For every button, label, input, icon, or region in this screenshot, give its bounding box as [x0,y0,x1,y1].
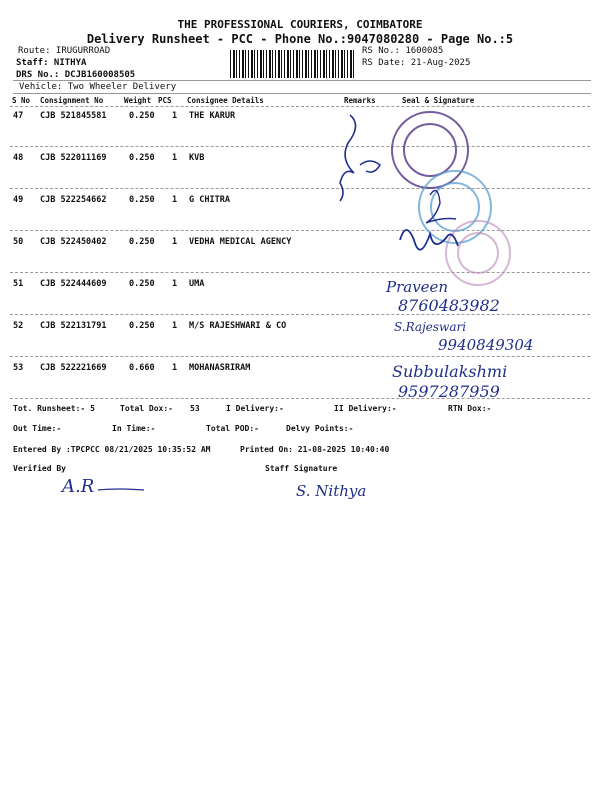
row-consignment: CJB 522450402 [40,237,107,247]
i-delivery: I Delivery:- [226,404,284,413]
row-consignee: M/S RAJESHWARI & CO [189,321,287,331]
printed-on: Printed On: 21-08-2025 10:40:40 [240,445,390,454]
handwritten-phone: 8760483982 [398,296,500,315]
row-consignee: UMA [189,279,205,289]
col-consignment: Consignment No [40,96,104,105]
row-divider [10,356,590,357]
barcode [230,50,355,78]
ii-delivery: II Delivery:- [334,404,397,413]
col-seal: Seal & Signature [402,96,475,105]
runsheet-subtitle: Delivery Runsheet - PCC - Phone No.:9047080280 - Page No.:5 [86,32,514,46]
col-consignee: Consignee Details [187,96,264,105]
row-sno: 51 [13,279,24,289]
row-consignment: CJB 522131791 [40,321,107,331]
row-pcs: 1 [172,363,178,373]
row-sno: 52 [13,321,24,331]
vehicle-label: Vehicle: Two Wheeler Delivery [13,80,591,94]
row-weight: 0.250 [129,195,155,205]
row-pcs: 1 [172,195,178,205]
staff-signature-label: Staff Signature [265,464,338,473]
handwritten-name: Praveen [386,278,449,296]
col-sno: S No [12,96,31,105]
row-consignment: CJB 522011169 [40,153,107,163]
row-sno: 49 [13,195,24,205]
row-weight: 0.250 [129,321,155,331]
entered-by: Entered By :TPCPCC 08/21/2025 10:35:52 AM [13,445,211,454]
row-consignee: THE KARUR [189,111,236,121]
company-title: THE PROFESSIONAL COURIERS, COIMBATORE [177,18,423,31]
row-sno: 47 [13,111,24,121]
rs-no: RS No.: 1600085 [362,46,444,56]
verified-signature: A.R [62,476,95,497]
row-divider [10,398,590,399]
total-dox-value: 53 [190,404,200,413]
row-weight: 0.250 [129,153,155,163]
row-pcs: 1 [172,237,178,247]
handwritten-name: S.Rajeswari [394,320,467,334]
out-time: Out Time:- [13,424,62,433]
drs-label: DRS No.: DCJB160008505 [16,70,136,80]
row-pcs: 1 [172,279,178,289]
row-consignee: VEDHA MEDICAL AGENCY [189,237,292,247]
row-sno: 50 [13,237,24,247]
handwritten-phone: 9597287959 [398,382,500,401]
delvy-points: Delvy Points:- [286,424,354,433]
row-weight: 0.250 [129,111,155,121]
row-sno: 48 [13,153,24,163]
col-pcs: PCS [158,96,172,105]
row-consignment: CJB 522221669 [40,363,107,373]
row-consignee: G CHITRA [189,195,230,205]
total-runsheet: Tot. Runsheet:- 5 [13,404,95,413]
row-pcs: 1 [172,111,178,121]
verified-by-label: Verified By [13,464,66,473]
row-pcs: 1 [172,321,178,331]
row-sno: 53 [13,363,24,373]
in-time: In Time:- [112,424,156,433]
total-dox-label: Total Dox:- [120,404,173,413]
signature-stroke [96,484,146,494]
row-pcs: 1 [172,153,178,163]
rs-date: RS Date: 21-Aug-2025 [362,58,471,68]
staff-signature: S. Nithya [296,482,367,500]
staff-label: Staff: NITHYA [16,58,87,68]
col-remarks: Remarks [344,96,376,105]
row-consignment: CJB 522254662 [40,195,107,205]
row-weight: 0.660 [129,363,155,373]
seal-stamps [330,105,600,320]
row-consignee: MOHANASRIRAM [189,363,251,373]
rtn-dox: RTN Dox:- [448,404,492,413]
total-pod: Total POD:- [206,424,259,433]
col-weight: Weight [124,96,152,105]
handwritten-phone: 9940849304 [438,336,534,354]
row-consignment: CJB 521845581 [40,111,107,121]
route-label: Route: IRUGURROAD [18,46,111,56]
handwritten-name: Subbulakshmi [392,362,508,381]
row-consignee: KVB [189,153,205,163]
row-weight: 0.250 [129,237,155,247]
row-consignment: CJB 522444609 [40,279,107,289]
row-weight: 0.250 [129,279,155,289]
